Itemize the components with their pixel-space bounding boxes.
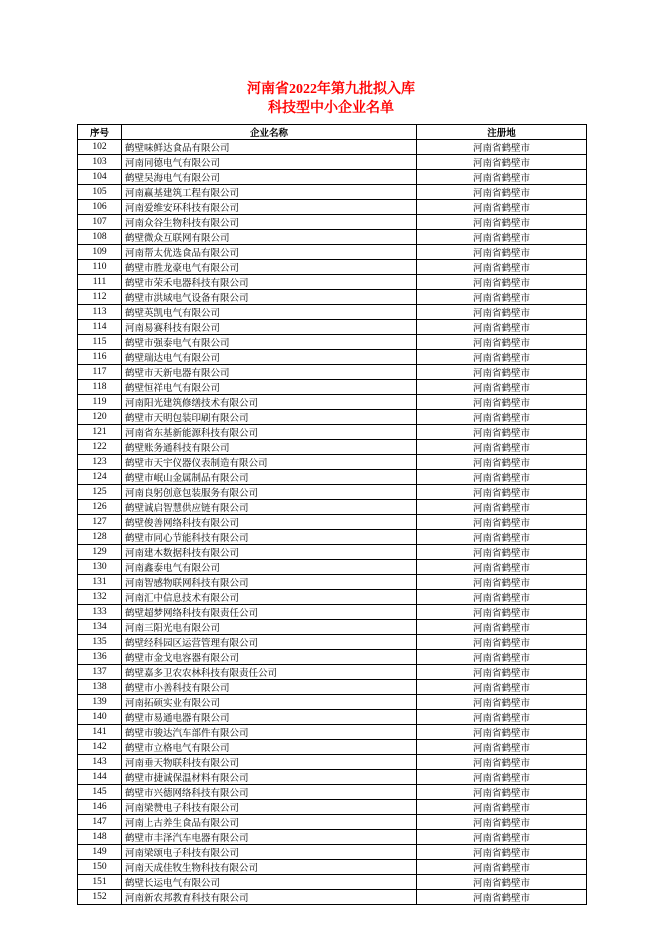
cell-serial-number: 152	[78, 890, 122, 905]
cell-company-name: 河南易赛科技有限公司	[122, 320, 417, 335]
cell-company-name: 河南汇中信息技术有限公司	[122, 590, 417, 605]
table-row	[78, 725, 587, 740]
cell-serial-number: 103	[78, 155, 122, 170]
cell-registration-place: 河南省鹤壁市	[417, 305, 587, 320]
table-row	[78, 185, 587, 200]
table-row	[78, 635, 587, 650]
cell-serial-number: 146	[78, 800, 122, 815]
cell-company-name: 鹤壁经科园区运营管理有限公司	[122, 635, 417, 650]
cell-company-name: 鹤壁市荣禾电器科技有限公司	[122, 275, 417, 290]
cell-registration-place: 河南省鹤壁市	[417, 800, 587, 815]
table-row	[78, 695, 587, 710]
table-row	[78, 320, 587, 335]
cell-serial-number: 148	[78, 830, 122, 845]
table-row	[78, 155, 587, 170]
table-row	[78, 680, 587, 695]
table-row	[78, 395, 587, 410]
cell-registration-place: 河南省鹤壁市	[417, 290, 587, 305]
table-row	[78, 545, 587, 560]
table-row	[78, 650, 587, 665]
header-registration-place: 注册地	[417, 125, 587, 140]
cell-serial-number: 141	[78, 725, 122, 740]
cell-registration-place: 河南省鹤壁市	[417, 860, 587, 875]
table-body	[78, 140, 587, 905]
table-row	[78, 560, 587, 575]
table-header-row	[78, 125, 587, 140]
cell-registration-place: 河南省鹤壁市	[417, 470, 587, 485]
cell-serial-number: 134	[78, 620, 122, 635]
cell-serial-number: 133	[78, 605, 122, 620]
table-row	[78, 605, 587, 620]
table-row	[78, 575, 587, 590]
cell-serial-number: 121	[78, 425, 122, 440]
cell-registration-place: 河南省鹤壁市	[417, 440, 587, 455]
cell-company-name: 鹤壁市胜龙豪电气有限公司	[122, 260, 417, 275]
cell-serial-number: 147	[78, 815, 122, 830]
table-row	[78, 275, 587, 290]
cell-serial-number: 124	[78, 470, 122, 485]
cell-registration-place: 河南省鹤壁市	[417, 815, 587, 830]
cell-serial-number: 151	[78, 875, 122, 890]
cell-company-name: 河南鑫泰电气有限公司	[122, 560, 417, 575]
cell-registration-place: 河南省鹤壁市	[417, 695, 587, 710]
cell-registration-place: 河南省鹤壁市	[417, 380, 587, 395]
cell-company-name: 鹤壁市易通电器有限公司	[122, 710, 417, 725]
cell-registration-place: 河南省鹤壁市	[417, 515, 587, 530]
cell-serial-number: 107	[78, 215, 122, 230]
table-row	[78, 710, 587, 725]
cell-company-name: 河南众谷生物科技有限公司	[122, 215, 417, 230]
cell-registration-place: 河南省鹤壁市	[417, 200, 587, 215]
cell-registration-place: 河南省鹤壁市	[417, 350, 587, 365]
table-row	[78, 815, 587, 830]
table-row	[78, 860, 587, 875]
header-company-name: 企业名称	[122, 125, 417, 140]
cell-company-name: 鹤壁市兴德网络科技有限公司	[122, 785, 417, 800]
cell-company-name: 河南上古养生食品有限公司	[122, 815, 417, 830]
table-row	[78, 260, 587, 275]
cell-registration-place: 河南省鹤壁市	[417, 545, 587, 560]
cell-serial-number: 128	[78, 530, 122, 545]
cell-serial-number: 119	[78, 395, 122, 410]
cell-company-name: 河南赢基建筑工程有限公司	[122, 185, 417, 200]
cell-registration-place: 河南省鹤壁市	[417, 650, 587, 665]
cell-registration-place: 河南省鹤壁市	[417, 725, 587, 740]
cell-company-name: 鹤壁超梦网络科技有限责任公司	[122, 605, 417, 620]
cell-serial-number: 126	[78, 500, 122, 515]
cell-registration-place: 河南省鹤壁市	[417, 530, 587, 545]
table-row	[78, 530, 587, 545]
cell-registration-place: 河南省鹤壁市	[417, 245, 587, 260]
table-row	[78, 800, 587, 815]
cell-serial-number: 125	[78, 485, 122, 500]
cell-serial-number: 122	[78, 440, 122, 455]
cell-company-name: 河南梁赞电子科技有限公司	[122, 800, 417, 815]
cell-registration-place: 河南省鹤壁市	[417, 410, 587, 425]
cell-serial-number: 106	[78, 200, 122, 215]
cell-company-name: 鹤壁市金戈电容器有限公司	[122, 650, 417, 665]
cell-company-name: 鹤壁恒祥电气有限公司	[122, 380, 417, 395]
cell-company-name: 鹤壁微众互联网有限公司	[122, 230, 417, 245]
table-row	[78, 785, 587, 800]
cell-registration-place: 河南省鹤壁市	[417, 170, 587, 185]
cell-registration-place: 河南省鹤壁市	[417, 155, 587, 170]
cell-registration-place: 河南省鹤壁市	[417, 560, 587, 575]
cell-company-name: 河南帮太优选食品有限公司	[122, 245, 417, 260]
table-row	[78, 755, 587, 770]
cell-serial-number: 150	[78, 860, 122, 875]
table-row	[78, 305, 587, 320]
cell-registration-place: 河南省鹤壁市	[417, 230, 587, 245]
document-title-line2: 科技型中小企业名单	[268, 101, 394, 116]
cell-company-name: 鹤壁市同心节能科技有限公司	[122, 530, 417, 545]
table-row	[78, 440, 587, 455]
cell-registration-place: 河南省鹤壁市	[417, 770, 587, 785]
cell-company-name: 鹤壁诚启智慧供应链有限公司	[122, 500, 417, 515]
cell-serial-number: 127	[78, 515, 122, 530]
table-row	[78, 515, 587, 530]
cell-serial-number: 135	[78, 635, 122, 650]
cell-serial-number: 149	[78, 845, 122, 860]
cell-serial-number: 120	[78, 410, 122, 425]
cell-registration-place: 河南省鹤壁市	[417, 320, 587, 335]
cell-registration-place: 河南省鹤壁市	[417, 335, 587, 350]
cell-company-name: 鹤壁市天明包装印刷有限公司	[122, 410, 417, 425]
table-row	[78, 455, 587, 470]
cell-serial-number: 145	[78, 785, 122, 800]
cell-registration-place: 河南省鹤壁市	[417, 665, 587, 680]
table-row	[78, 290, 587, 305]
document-title	[0, 80, 662, 118]
cell-company-name: 鹤壁账务通科技有限公司	[122, 440, 417, 455]
cell-company-name: 河南垂天物联科技有限公司	[122, 755, 417, 770]
cell-serial-number: 113	[78, 305, 122, 320]
cell-serial-number: 139	[78, 695, 122, 710]
table-row	[78, 215, 587, 230]
cell-serial-number: 144	[78, 770, 122, 785]
table-row	[78, 200, 587, 215]
table-row	[78, 380, 587, 395]
cell-company-name: 河南同德电气有限公司	[122, 155, 417, 170]
cell-registration-place: 河南省鹤壁市	[417, 785, 587, 800]
table-row	[78, 500, 587, 515]
cell-company-name: 鹤壁市洪域电气设备有限公司	[122, 290, 417, 305]
cell-registration-place: 河南省鹤壁市	[417, 620, 587, 635]
cell-registration-place: 河南省鹤壁市	[417, 605, 587, 620]
cell-registration-place: 河南省鹤壁市	[417, 395, 587, 410]
cell-serial-number: 130	[78, 560, 122, 575]
cell-registration-place: 河南省鹤壁市	[417, 140, 587, 155]
cell-registration-place: 河南省鹤壁市	[417, 755, 587, 770]
cell-serial-number: 112	[78, 290, 122, 305]
cell-registration-place: 河南省鹤壁市	[417, 215, 587, 230]
cell-serial-number: 104	[78, 170, 122, 185]
cell-company-name: 鹤壁市骏达汽车部件有限公司	[122, 725, 417, 740]
cell-company-name: 鹤壁市强泰电气有限公司	[122, 335, 417, 350]
cell-registration-place: 河南省鹤壁市	[417, 680, 587, 695]
company-table	[77, 124, 587, 905]
cell-company-name: 河南新农邦教育科技有限公司	[122, 890, 417, 905]
cell-serial-number: 102	[78, 140, 122, 155]
cell-company-name: 河南阳光建筑修缮技术有限公司	[122, 395, 417, 410]
cell-registration-place: 河南省鹤壁市	[417, 830, 587, 845]
cell-registration-place: 河南省鹤壁市	[417, 575, 587, 590]
table-row	[78, 485, 587, 500]
cell-company-name: 鹤壁市天宇仪器仪表制造有限公司	[122, 455, 417, 470]
cell-serial-number: 111	[78, 275, 122, 290]
cell-serial-number: 108	[78, 230, 122, 245]
table-row	[78, 335, 587, 350]
table-row	[78, 245, 587, 260]
cell-company-name: 鹤壁长运电气有限公司	[122, 875, 417, 890]
cell-serial-number: 143	[78, 755, 122, 770]
table-row	[78, 140, 587, 155]
cell-serial-number: 115	[78, 335, 122, 350]
cell-company-name: 鹤壁市捷诚保温材料有限公司	[122, 770, 417, 785]
cell-company-name: 河南爱维安环科技有限公司	[122, 200, 417, 215]
cell-registration-place: 河南省鹤壁市	[417, 485, 587, 500]
cell-serial-number: 117	[78, 365, 122, 380]
cell-company-name: 鹤壁市岷山金属制品有限公司	[122, 470, 417, 485]
table-row	[78, 365, 587, 380]
company-table-container	[77, 124, 586, 905]
table-row	[78, 410, 587, 425]
document-title-line1: 河南省2022年第九批拟入库	[247, 82, 415, 97]
cell-company-name: 河南良躬创意包装服务有限公司	[122, 485, 417, 500]
table-row	[78, 845, 587, 860]
table-row	[78, 890, 587, 905]
cell-company-name: 河南天成佳牧生物科技有限公司	[122, 860, 417, 875]
cell-registration-place: 河南省鹤壁市	[417, 425, 587, 440]
cell-company-name: 鹤壁市丰泽汽车电器有限公司	[122, 830, 417, 845]
cell-company-name: 鹤壁市天新电器有限公司	[122, 365, 417, 380]
table-row	[78, 740, 587, 755]
cell-serial-number: 110	[78, 260, 122, 275]
table-row	[78, 665, 587, 680]
cell-serial-number: 138	[78, 680, 122, 695]
cell-company-name: 河南省东基新能源科技有限公司	[122, 425, 417, 440]
cell-company-name: 鹤壁英凯电气有限公司	[122, 305, 417, 320]
cell-serial-number: 140	[78, 710, 122, 725]
cell-serial-number: 132	[78, 590, 122, 605]
cell-registration-place: 河南省鹤壁市	[417, 635, 587, 650]
cell-registration-place: 河南省鹤壁市	[417, 185, 587, 200]
cell-registration-place: 河南省鹤壁市	[417, 590, 587, 605]
table-row	[78, 425, 587, 440]
cell-serial-number: 129	[78, 545, 122, 560]
cell-registration-place: 河南省鹤壁市	[417, 275, 587, 290]
cell-serial-number: 142	[78, 740, 122, 755]
cell-company-name: 河南三阳光电有限公司	[122, 620, 417, 635]
cell-serial-number: 131	[78, 575, 122, 590]
table-row	[78, 590, 587, 605]
cell-company-name: 鹤壁俊善网络科技有限公司	[122, 515, 417, 530]
cell-company-name: 鹤壁味鲜达食品有限公司	[122, 140, 417, 155]
cell-serial-number: 123	[78, 455, 122, 470]
cell-registration-place: 河南省鹤壁市	[417, 365, 587, 380]
cell-serial-number: 136	[78, 650, 122, 665]
table-row	[78, 350, 587, 365]
cell-serial-number: 116	[78, 350, 122, 365]
cell-serial-number: 137	[78, 665, 122, 680]
cell-company-name: 鹤壁嘉多卫农农林科技有限责任公司	[122, 665, 417, 680]
cell-company-name: 鹤壁吴海电气有限公司	[122, 170, 417, 185]
table-row	[78, 620, 587, 635]
cell-registration-place: 河南省鹤壁市	[417, 740, 587, 755]
cell-registration-place: 河南省鹤壁市	[417, 455, 587, 470]
cell-company-name: 河南智感物联网科技有限公司	[122, 575, 417, 590]
table-row	[78, 230, 587, 245]
cell-serial-number: 105	[78, 185, 122, 200]
cell-serial-number: 109	[78, 245, 122, 260]
cell-company-name: 河南拓硕实业有限公司	[122, 695, 417, 710]
cell-registration-place: 河南省鹤壁市	[417, 845, 587, 860]
cell-registration-place: 河南省鹤壁市	[417, 500, 587, 515]
table-row	[78, 170, 587, 185]
cell-company-name: 河南建木数据科技有限公司	[122, 545, 417, 560]
table-row	[78, 770, 587, 785]
cell-serial-number: 118	[78, 380, 122, 395]
table-row	[78, 875, 587, 890]
cell-company-name: 鹤壁市立格电气有限公司	[122, 740, 417, 755]
cell-registration-place: 河南省鹤壁市	[417, 875, 587, 890]
cell-serial-number: 114	[78, 320, 122, 335]
cell-company-name: 鹤壁瑞达电气有限公司	[122, 350, 417, 365]
table-row	[78, 830, 587, 845]
cell-registration-place: 河南省鹤壁市	[417, 710, 587, 725]
header-serial-number: 序号	[78, 125, 122, 140]
cell-company-name: 鹤壁市小善科技有限公司	[122, 680, 417, 695]
cell-registration-place: 河南省鹤壁市	[417, 260, 587, 275]
cell-registration-place: 河南省鹤壁市	[417, 890, 587, 905]
table-row	[78, 470, 587, 485]
cell-company-name: 河南梁颂电子科技有限公司	[122, 845, 417, 860]
